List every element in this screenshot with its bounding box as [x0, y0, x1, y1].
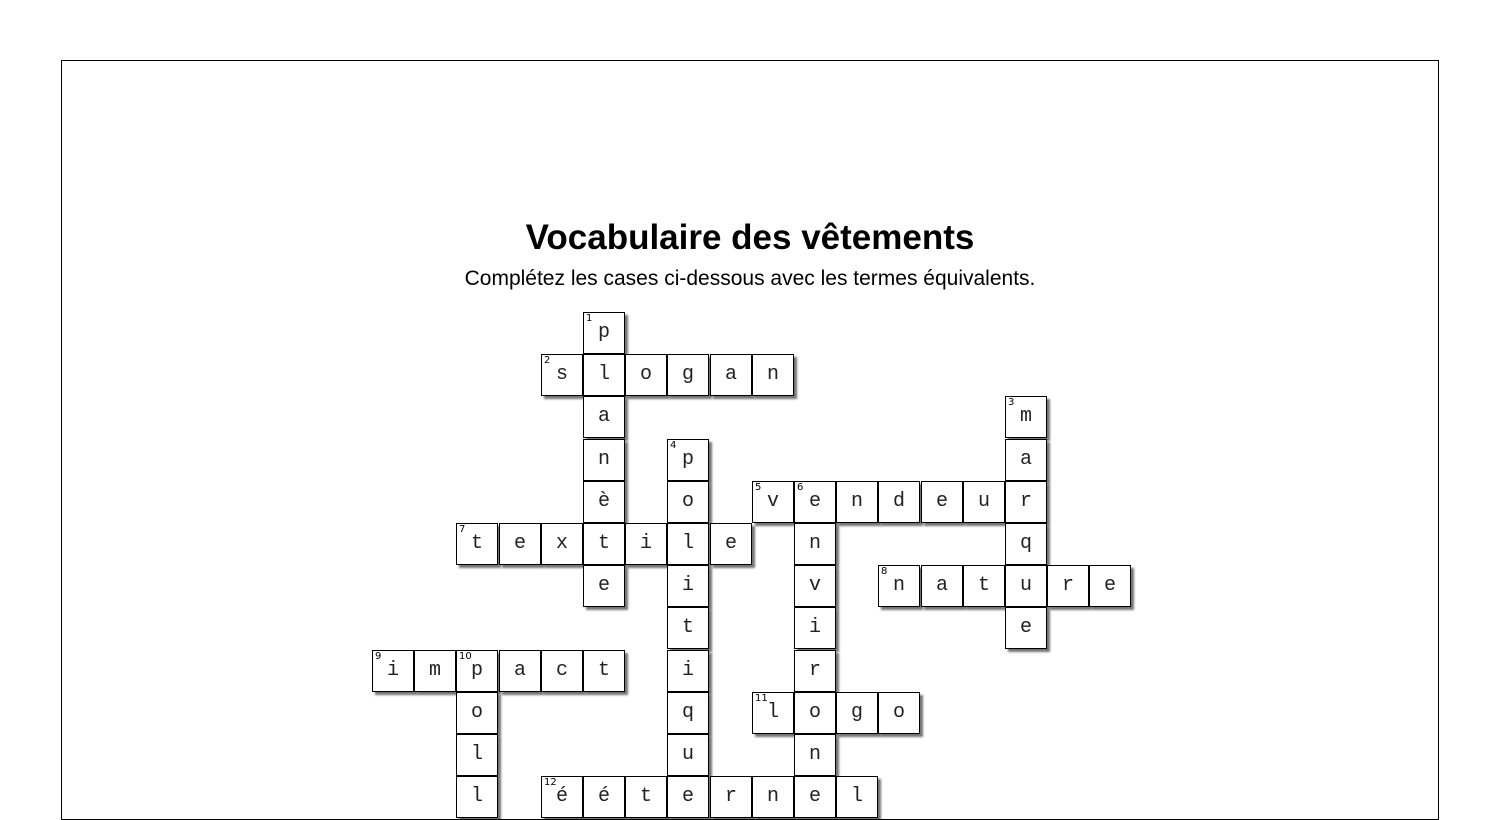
crossword-cell[interactable] [625, 776, 667, 818]
cell-letter: v [808, 574, 821, 597]
crossword-cell[interactable] [667, 776, 709, 818]
cell-letter: i [808, 616, 821, 639]
cell-letter: l [470, 785, 483, 808]
crossword-cell[interactable] [583, 396, 625, 438]
cell-letter: t [977, 574, 990, 597]
cell-letter: l [470, 743, 483, 766]
crossword-cell[interactable] [710, 523, 752, 565]
cell-letter: t [470, 532, 483, 555]
crossword-cell[interactable] [667, 734, 709, 776]
cell-letter: a [513, 659, 526, 682]
clue-number: 10 [459, 651, 472, 662]
cell-letter: n [808, 743, 821, 766]
crossword-cell[interactable] [794, 650, 836, 692]
clue-number: 11 [755, 693, 768, 704]
cell-letter: n [892, 574, 905, 597]
crossword-cell[interactable] [583, 565, 625, 607]
cell-letter: i [681, 659, 694, 682]
cell-letter: a [1019, 448, 1032, 471]
cell-letter: m [428, 659, 441, 682]
cell-letter: e [513, 532, 526, 555]
crossword-cell[interactable] [583, 650, 625, 692]
crossword-cell[interactable] [583, 776, 625, 818]
cell-letter: t [597, 532, 610, 555]
crossword-cell[interactable] [541, 354, 583, 396]
cell-letter: l [850, 785, 863, 808]
crossword-cell[interactable] [667, 565, 709, 607]
cell-letter: p [681, 448, 694, 471]
cell-letter: a [597, 405, 610, 428]
cell-letter: g [850, 701, 863, 724]
cell-letter: n [766, 363, 779, 386]
crossword-cell[interactable] [456, 692, 498, 734]
worksheet-instructions: Complétez les cases ci-dessous avec les termes équivalents. [464, 267, 1036, 290]
crossword-cell[interactable] [541, 523, 583, 565]
clue-number: 6 [797, 482, 804, 493]
cell-letter: a [935, 574, 948, 597]
cell-letter: e [597, 574, 610, 597]
crossword-cell[interactable] [710, 776, 752, 818]
cell-letter: n [597, 448, 610, 471]
cell-letter: e [935, 490, 948, 513]
worksheet-title: Vocabulaire des vêtements [525, 218, 975, 257]
crossword-cell[interactable] [456, 734, 498, 776]
cell-letter: l [597, 363, 610, 386]
crossword-cell[interactable] [372, 650, 414, 692]
clue-number: 7 [459, 524, 466, 535]
crossword-cell[interactable] [1005, 439, 1047, 481]
crossword-cell[interactable] [667, 607, 709, 649]
crossword-cell[interactable] [499, 523, 541, 565]
crossword-cell[interactable] [794, 692, 836, 734]
cell-letter: r [1061, 574, 1074, 597]
clue-number: 8 [881, 566, 888, 577]
cell-letter: t [681, 616, 694, 639]
crossword-cell[interactable] [583, 481, 625, 523]
cell-letter: t [639, 785, 652, 808]
crossword-cell[interactable] [752, 354, 794, 396]
crossword-cell[interactable] [541, 776, 583, 818]
cell-letter: n [766, 785, 779, 808]
crossword-cell[interactable] [794, 776, 836, 818]
crossword-cell[interactable] [625, 523, 667, 565]
crossword-cell[interactable] [710, 354, 752, 396]
clue-number: 3 [1008, 397, 1015, 408]
clue-number: 4 [670, 440, 677, 451]
cell-letter: u [681, 743, 694, 766]
cell-letter: o [639, 363, 652, 386]
crossword-cell[interactable] [794, 523, 836, 565]
crossword-cell[interactable] [921, 481, 963, 523]
crossword-cell[interactable] [794, 565, 836, 607]
cell-letter: u [1019, 574, 1032, 597]
crossword-cell[interactable] [456, 776, 498, 818]
cell-letter: e [1103, 574, 1116, 597]
cell-letter: é [597, 785, 610, 808]
cell-letter: t [597, 659, 610, 682]
crossword-cell[interactable] [921, 565, 963, 607]
cell-letter: l [766, 701, 779, 724]
cell-letter: r [724, 785, 737, 808]
cell-letter: v [766, 490, 779, 513]
crossword-cell[interactable] [794, 734, 836, 776]
clue-number: 12 [544, 777, 557, 788]
cell-letter: i [639, 532, 652, 555]
cell-letter: q [681, 701, 694, 724]
crossword-cell[interactable] [667, 354, 709, 396]
crossword-cell[interactable] [667, 650, 709, 692]
crossword-cell[interactable] [1005, 396, 1047, 438]
cell-letter: o [470, 701, 483, 724]
cell-letter: n [808, 532, 821, 555]
crossword-cell[interactable] [414, 650, 456, 692]
cell-letter: r [808, 659, 821, 682]
crossword-cell[interactable] [1005, 523, 1047, 565]
crossword-cell[interactable] [836, 692, 878, 734]
cell-letter: l [681, 532, 694, 555]
cell-letter: o [681, 490, 694, 513]
crossword-cell[interactable] [667, 523, 709, 565]
cell-letter: p [470, 659, 483, 682]
crossword-cell[interactable] [752, 692, 794, 734]
cell-letter: c [555, 659, 568, 682]
cell-letter: i [386, 659, 399, 682]
cell-letter: è [597, 490, 610, 513]
cell-letter: o [808, 701, 821, 724]
clue-number: 2 [544, 355, 551, 366]
crossword-cell[interactable] [667, 439, 709, 481]
crossword-cell[interactable] [794, 481, 836, 523]
crossword-cell[interactable] [836, 481, 878, 523]
cell-letter: d [892, 490, 905, 513]
crossword-cell[interactable] [1005, 481, 1047, 523]
crossword-cell[interactable] [667, 692, 709, 734]
cell-letter: é [555, 785, 568, 808]
cell-letter: x [555, 532, 568, 555]
cell-letter: g [681, 363, 694, 386]
crossword-cell[interactable] [878, 692, 920, 734]
crossword-cell[interactable] [836, 776, 878, 818]
crossword-cell[interactable] [878, 565, 920, 607]
cell-letter: e [724, 532, 737, 555]
crossword-cell[interactable] [752, 481, 794, 523]
clue-number: 5 [755, 482, 762, 493]
crossword-cell[interactable] [1005, 565, 1047, 607]
crossword-cell[interactable] [583, 439, 625, 481]
cell-letter: q [1019, 532, 1032, 555]
cell-letter: u [977, 490, 990, 513]
cell-letter: e [808, 490, 821, 513]
cell-letter: s [555, 363, 568, 386]
cell-letter: r [1019, 490, 1032, 513]
crossword-cell[interactable] [752, 776, 794, 818]
crossword-cell[interactable] [541, 650, 583, 692]
cell-letter: e [1019, 616, 1032, 639]
cell-letter: i [681, 574, 694, 597]
crossword-cell[interactable] [456, 523, 498, 565]
crossword-cell[interactable] [963, 565, 1005, 607]
cell-letter: e [808, 785, 821, 808]
crossword-cell[interactable] [963, 481, 1005, 523]
crossword-cell[interactable] [583, 354, 625, 396]
crossword-cell[interactable] [1089, 565, 1131, 607]
crossword-cell[interactable] [1005, 607, 1047, 649]
cell-letter: a [724, 363, 737, 386]
cell-letter: m [1019, 405, 1032, 428]
crossword-cell[interactable] [583, 523, 625, 565]
cell-letter: o [892, 701, 905, 724]
crossword-cell[interactable] [878, 481, 920, 523]
crossword-cell[interactable] [499, 650, 541, 692]
crossword-cell[interactable] [456, 650, 498, 692]
crossword-cell[interactable] [583, 312, 625, 354]
cell-letter: n [850, 490, 863, 513]
cell-letter: p [597, 321, 610, 344]
crossword-cell[interactable] [625, 354, 667, 396]
cell-letter: e [681, 785, 694, 808]
clue-number: 9 [375, 651, 382, 662]
crossword-cell[interactable] [794, 607, 836, 649]
crossword-cell[interactable] [1047, 565, 1089, 607]
crossword-cell[interactable] [667, 481, 709, 523]
clue-number: 1 [586, 313, 593, 324]
